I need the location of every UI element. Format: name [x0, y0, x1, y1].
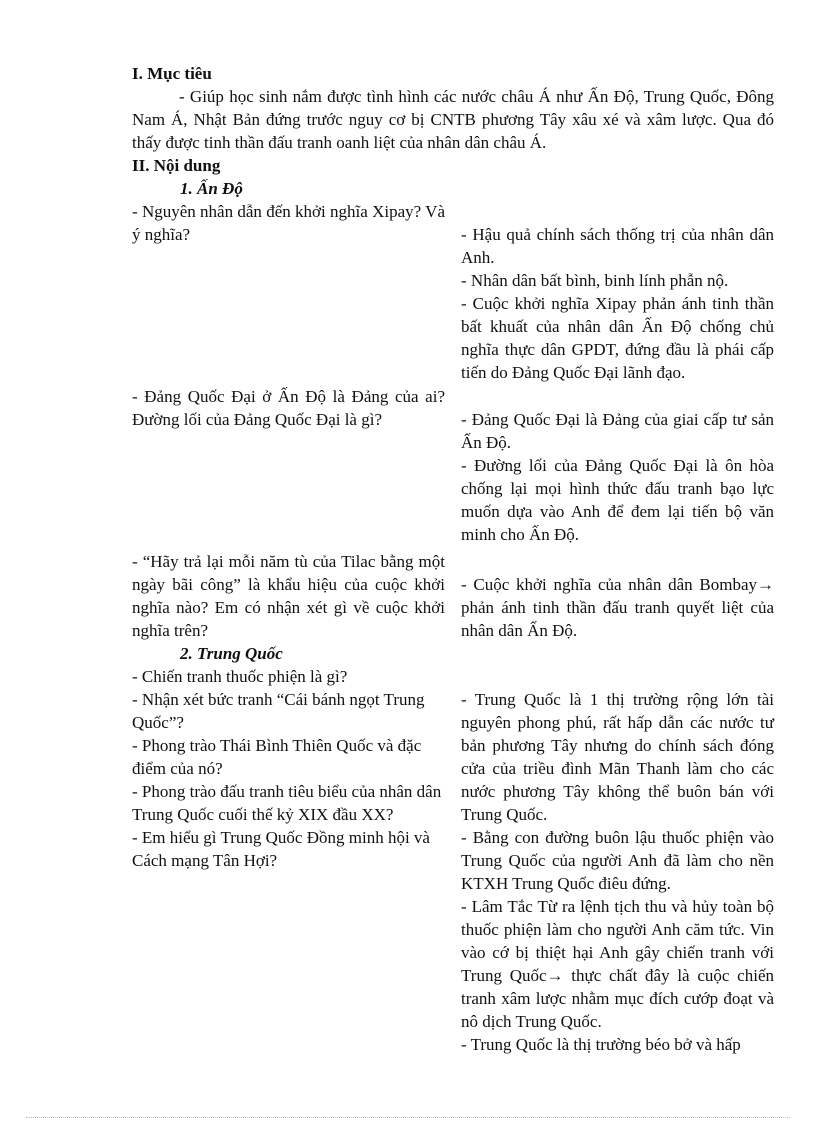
answer-column	[461, 573, 774, 642]
qa-row-china	[132, 688, 774, 1056]
answer: - Cuộc khởi nghĩa của nhân dân Bombay→ phản ánh tinh thần đấu tranh quyết liệt của nhân dân Ấn Độ.	[461, 575, 774, 640]
answer-column	[461, 223, 774, 384]
section-1-heading: I. Mục tiêu	[132, 64, 212, 83]
china-subheading: 2. Trung Quốc	[180, 644, 283, 663]
question-column	[132, 200, 445, 384]
page-bottom-divider	[26, 1117, 790, 1118]
document-page	[132, 62, 774, 1056]
answer: - Lâm Tắc Từ ra lệnh tịch thu và hủy toàn bộ thuốc phiện làm cho người Anh căm tức. Vin vào cớ bị thiệt hại Anh gây chiến tranh với Trung Quốc→ thực chất đây là cuộc chiến tranh xâm lược nhằm mục đích cướp đoạt và nô dịch Trung Quốc.	[461, 897, 774, 1031]
answer: - Hậu quả chính sách thống trị của nhân dân Anh.	[461, 225, 774, 267]
objective-paragraph: - Giúp học sinh nắm được tình hình các nước châu Á như Ấn Độ, Trung Quốc, Đông Nam Á, Nhật Bản đứng trước nguy cơ bị CNTB phương Tây xâu xé và xâm lược. Qua đó thấy được tinh thần đấu tranh oanh liệt của nhân dân châu Á.	[132, 87, 774, 152]
question: - Phong trào đấu tranh tiêu biểu của nhân dân Trung Quốc cuối thế kỷ XIX đầu XX?	[132, 782, 442, 824]
india-subheading: 1. Ấn Độ	[180, 179, 243, 198]
answer-column	[461, 688, 774, 1056]
qa-row-xipay	[132, 200, 774, 384]
answer: - Trung Quốc là 1 thị trường rộng lớn tài nguyên phong phú, rất hấp dẫn các nước tư bản phương Tây nhưng do chính sách đóng cửa của triều đình Mãn Thanh làm cho các nước phương Tây không thể buôn bán với Trung Quốc.	[461, 690, 774, 824]
question: - “Hãy trả lại mỗi năm tù của Tilac bằng một ngày bãi công” là khẩu hiệu của cuộc khởi nghĩa nào? Em có nhận xét gì về cuộc khởi nghĩa trên?	[132, 552, 445, 640]
question: - Nhận xét bức tranh “Cái bánh ngọt Trung Quốc”?	[132, 690, 425, 732]
qa-row-bombay	[132, 550, 774, 642]
answer: - Đường lối của Đảng Quốc Đại là ôn hòa chống lại mọi hình thức đấu tranh bạo lực muốn dựa vào Anh để đem lại tiến bộ văn minh cho Ấn Độ.	[461, 456, 774, 544]
section-2-heading: II. Nội dung	[132, 156, 221, 175]
answer: - Nhân dân bất bình, binh lính phẫn nộ.	[461, 271, 729, 290]
answer: - Đảng Quốc Đại là Đảng của giai cấp tư sản Ấn Độ.	[461, 410, 774, 452]
answer-column	[461, 408, 774, 546]
qa-row-congress-party	[132, 385, 774, 546]
answer: - Cuộc khởi nghĩa Xipay phản ánh tinh thần bất khuất của nhân dân Ấn Độ chống chủ nghĩa thực dân GPDT, đứng đầu là phái cấp tiến do Đảng Quốc Đại lãnh đạo.	[461, 294, 774, 382]
question-column	[132, 688, 445, 1056]
answer: - Trung Quốc là thị trường béo bở và hấp	[461, 1035, 741, 1054]
answer: - Bằng con đường buôn lậu thuốc phiện vào Trung Quốc của người Anh đã làm cho nền KTXH Trung Quốc điêu đứng.	[461, 828, 774, 893]
question-column	[132, 550, 445, 642]
question: - Em hiểu gì Trung Quốc Đồng minh hội và Cách mạng Tân Hợi?	[132, 828, 430, 870]
question: - Nguyên nhân dẫn đến khởi nghĩa Xipay? Và ý nghĩa?	[132, 202, 445, 244]
question: - Phong trào Thái Bình Thiên Quốc và đặc điểm của nó?	[132, 736, 422, 778]
question: - Chiến tranh thuốc phiện là gì?	[132, 667, 348, 686]
question: - Đảng Quốc Đại ở Ấn Độ là Đảng của ai? Đường lối của Đảng Quốc Đại là gì?	[132, 387, 445, 429]
question-column	[132, 385, 445, 546]
